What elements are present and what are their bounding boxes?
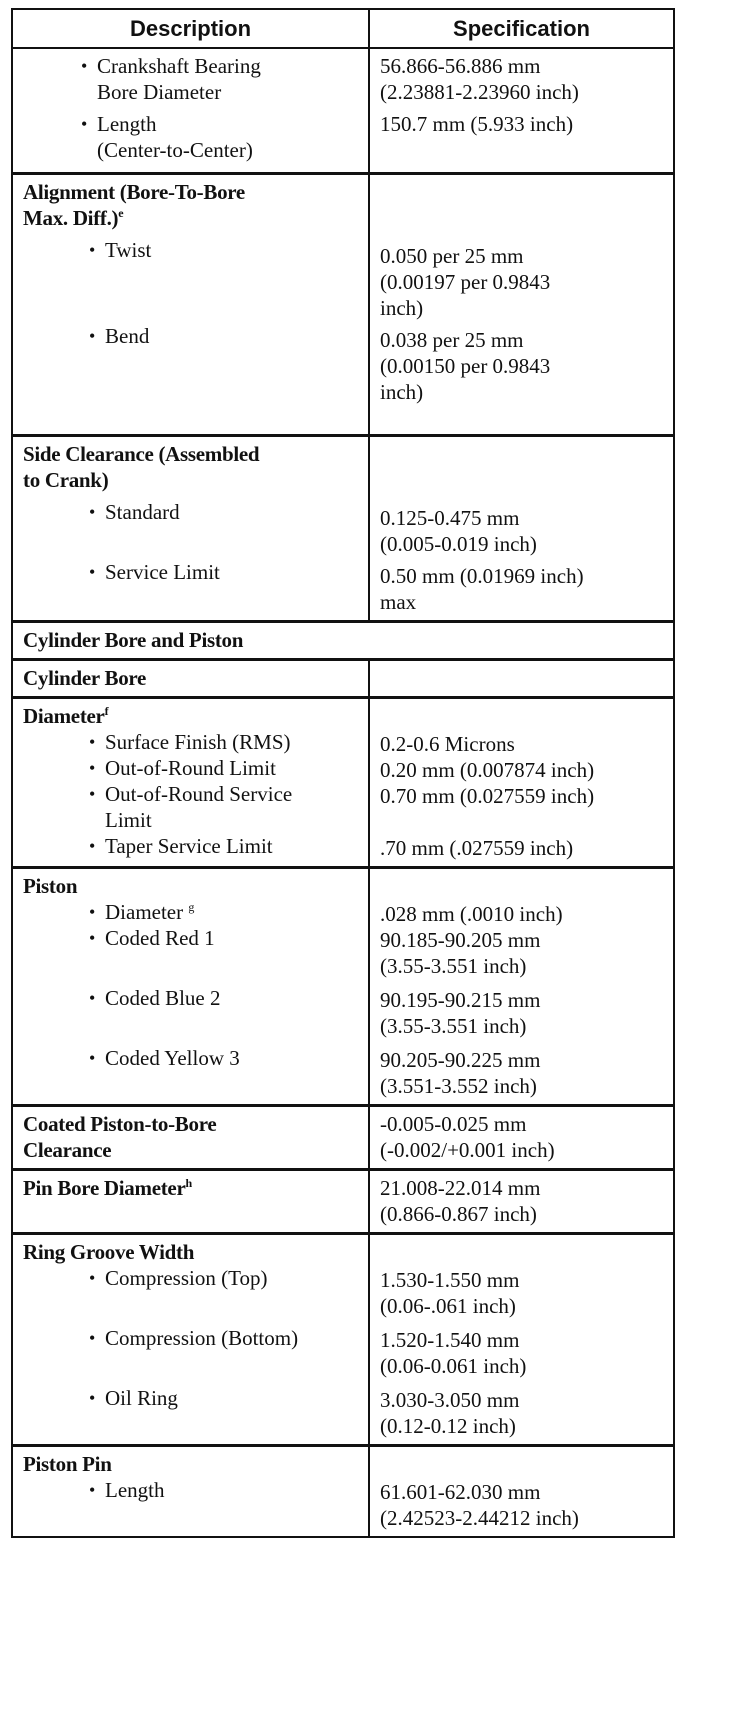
pin-bore-title: Pin Bore Diameter$^h$ — [12, 1170, 369, 1234]
alignment-row — [12, 174, 674, 436]
twist-label: • Twist — [79, 237, 362, 263]
out-of-round-label: • Out-of-Round Limit — [79, 755, 362, 781]
diameter-title: Diameter$^f$ — [23, 704, 109, 728]
pin-bore-value: 21.008-22.014 mm (0.866-0.867 inch) — [369, 1170, 674, 1234]
coded-red-label: • Coded Red 1 — [79, 925, 362, 985]
standard-value: 0.125-0.475 mm (0.005-0.019 inch) — [380, 506, 537, 556]
bearing-bore-label: • Crankshaft Bearing Bore Diameter — [71, 53, 362, 105]
service-limit-value: 0.50 mm (0.01969 inch) max — [380, 564, 584, 614]
ring-groove-desc-cell — [12, 1234, 369, 1446]
taper-service-label: • Taper Service Limit — [79, 833, 362, 859]
pin-length-label: • Length — [79, 1477, 362, 1503]
bearing-bore-value: 56.866-56.886 mm (2.23881-2.23960 inch) — [380, 54, 579, 104]
rod-spec-cell — [369, 48, 674, 174]
taper-service-value: .70 mm (.027559 inch) — [380, 836, 574, 860]
coded-yellow-value: 90.205-90.225 mm (3.551-3.552 inch) — [380, 1048, 541, 1098]
cylinder-bore-row — [12, 660, 674, 698]
cylinder-piston-title: Cylinder Bore and Piston — [12, 622, 674, 660]
spec-sheet — [11, 8, 673, 1538]
surface-finish-label: • Surface Finish (RMS) — [79, 729, 362, 755]
piston-diameter-value: .028 mm (.0010 inch) — [380, 902, 563, 926]
piston-pin-title: Piston Pin — [23, 1452, 112, 1476]
oil-ring-value: 3.030-3.050 mm (0.12-0.12 inch) — [380, 1388, 520, 1438]
compression-top-value: 1.530-1.550 mm (0.06-.061 inch) — [380, 1268, 520, 1318]
piston-pin-row — [12, 1446, 674, 1538]
alignment-title: Alignment (Bore-To-Bore Max. Diff.)$^e$ — [23, 180, 245, 230]
diameter-row — [12, 698, 674, 868]
header-row — [12, 9, 674, 48]
coated-clearance-value: -0.005-0.025 mm (-0.002/+0.001 inch) — [369, 1106, 674, 1170]
length-value: 150.7 mm (5.933 inch) — [380, 112, 574, 136]
alignment-spec-cell — [369, 174, 674, 436]
coded-blue-label: • Coded Blue 2 — [79, 985, 362, 1045]
cylinder-bore-title: Cylinder Bore — [12, 660, 369, 698]
alignment-desc-cell — [12, 174, 369, 436]
oil-ring-label: • Oil Ring — [79, 1385, 362, 1411]
ring-groove-row — [12, 1234, 674, 1446]
out-of-round-service-label: • Out-of-Round Service Limit — [79, 781, 362, 833]
piston-diameter-label: • Diameter $^g$ — [79, 899, 362, 925]
diameter-spec-cell — [369, 698, 674, 868]
compression-bottom-label: • Compression (Bottom) — [79, 1325, 362, 1385]
bend-value: 0.038 per 25 mm (0.00150 per 0.9843 inch) — [380, 328, 551, 404]
pin-bore-row — [12, 1170, 674, 1234]
length-label: • Length (Center-to-Center) — [71, 111, 362, 163]
spec-table — [11, 8, 675, 1538]
side-clearance-spec-cell — [369, 436, 674, 622]
coated-clearance-title: Coated Piston-to-Bore Clearance — [12, 1106, 369, 1170]
compression-bottom-value: 1.520-1.540 mm (0.06-0.061 inch) — [380, 1328, 527, 1378]
side-clearance-title: Side Clearance (Assembled to Crank) — [23, 442, 260, 492]
pin-length-value: 61.601-62.030 mm (2.42523-2.44212 inch) — [380, 1480, 579, 1530]
ring-groove-spec-cell — [369, 1234, 674, 1446]
description-header: Description — [12, 9, 369, 48]
piston-title: Piston — [23, 874, 78, 898]
coded-blue-value: 90.195-90.215 mm (3.55-3.551 inch) — [380, 988, 541, 1038]
coded-red-value: 90.185-90.205 mm (3.55-3.551 inch) — [380, 928, 541, 978]
standard-label: • Standard — [79, 499, 362, 525]
piston-pin-spec-cell — [369, 1446, 674, 1538]
compression-top-label: • Compression (Top) — [79, 1265, 362, 1325]
specification-header: Specification — [369, 9, 674, 48]
rod-desc-cell — [12, 48, 369, 174]
surface-finish-value: 0.2-0.6 Microns — [380, 732, 515, 756]
coded-yellow-label: • Coded Yellow 3 — [79, 1045, 362, 1071]
twist-value: 0.050 per 25 mm (0.00197 per 0.9843 inch) — [380, 244, 551, 320]
piston-desc-cell — [12, 868, 369, 1106]
piston-row — [12, 868, 674, 1106]
cylinder-bore-spec-cell — [369, 660, 674, 698]
service-limit-label: • Service Limit — [79, 559, 362, 585]
ring-groove-title: Ring Groove Width — [23, 1240, 195, 1264]
cylinder-piston-row — [12, 622, 674, 660]
rod-row — [12, 48, 674, 174]
bend-label: • Bend — [79, 323, 362, 349]
side-clearance-row — [12, 436, 674, 622]
side-clearance-desc-cell — [12, 436, 369, 622]
piston-pin-desc-cell — [12, 1446, 369, 1538]
out-of-round-value: 0.20 mm (0.007874 inch) — [380, 758, 595, 782]
out-of-round-service-value: 0.70 mm (0.027559 inch) — [380, 784, 595, 808]
coated-clearance-row — [12, 1106, 674, 1170]
piston-spec-cell — [369, 868, 674, 1106]
diameter-desc-cell — [12, 698, 369, 868]
